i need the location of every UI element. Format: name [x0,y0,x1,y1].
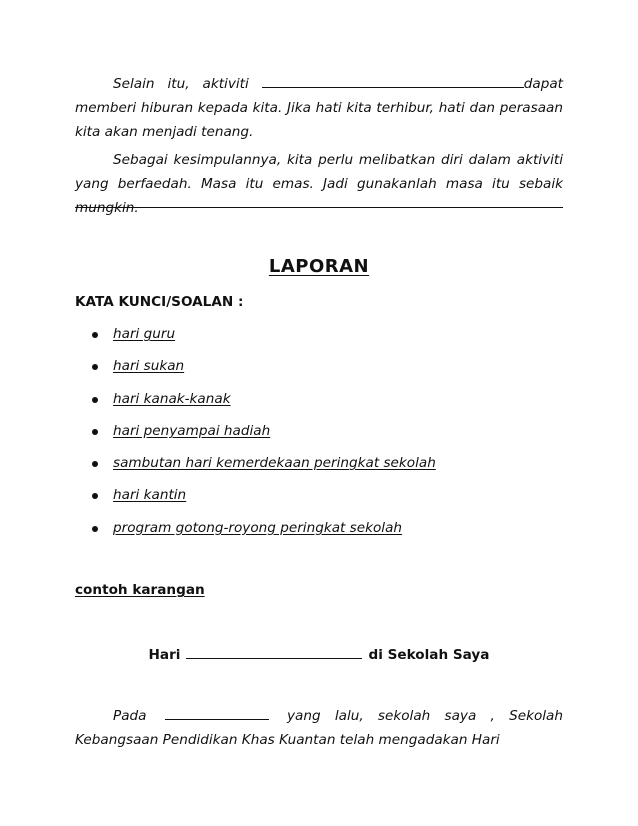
keyword-text: hari sukan [113,358,185,375]
list-item [75,453,563,485]
list-item [75,324,563,356]
essay-title-after-blank: di Sekolah Saya [368,647,490,663]
bullet-icon [92,397,98,403]
horizontal-rule [75,207,563,208]
section-heading: LAPORAN [268,256,370,277]
keyword-text: hari penyampai hadiah [113,422,271,439]
paragraph-kesimpulan [75,148,563,220]
essay-title-before-blank: Hari [148,647,181,663]
keyword-text: program gotong-royong peringkat sekolah [113,519,403,536]
bullet-icon [92,429,98,435]
keyword-text: hari kantin [113,487,187,504]
list-item [75,421,563,453]
fill-in-blank [262,73,524,88]
paragraph-text-after-blank: yang lalu, sekolah saya , Sekolah Kebangsaan Pendidikan Khas Kuantan telah mengadakan Hari [75,708,564,748]
bullet-icon [92,461,98,467]
paragraph-pada [75,704,563,752]
list-item [75,389,563,421]
keyword-list [75,324,563,550]
keywords-label: KATA KUNCI/SOALAN : [75,294,244,310]
fill-in-blank [165,705,269,720]
bullet-icon [92,493,98,499]
bullet-icon [92,364,98,370]
paragraph-text-after-blank: dapat memberi hiburan kepada kita. Jika hati kita terhibur, hati dan perasaan kita akan menjadi tenang. [75,76,563,140]
list-item [75,518,563,550]
example-label: contoh karangan [75,582,205,598]
paragraph-text: Sebagai kesimpulannya, kita perlu melibatkan diri dalam aktiviti yang berfaedah. Masa itu emas. Jadi gunakanlah masa itu sebaik mungkin. [75,152,563,216]
keyword-text: hari kanak-kanak [113,390,231,407]
list-item [75,356,563,388]
fill-in-blank [186,646,362,659]
keyword-text: hari guru [113,326,176,342]
bullet-icon [92,332,98,338]
paragraph-text-before-blank: Selain itu, aktiviti [113,76,249,92]
paragraph-aktiviti [75,72,563,144]
paragraph-text-before-blank: Pada [113,708,147,724]
keyword-text: sambutan hari kemerdekaan peringkat sekolah [113,455,436,472]
bullet-icon [92,526,98,532]
list-item [75,485,563,517]
essay-title [0,646,638,663]
